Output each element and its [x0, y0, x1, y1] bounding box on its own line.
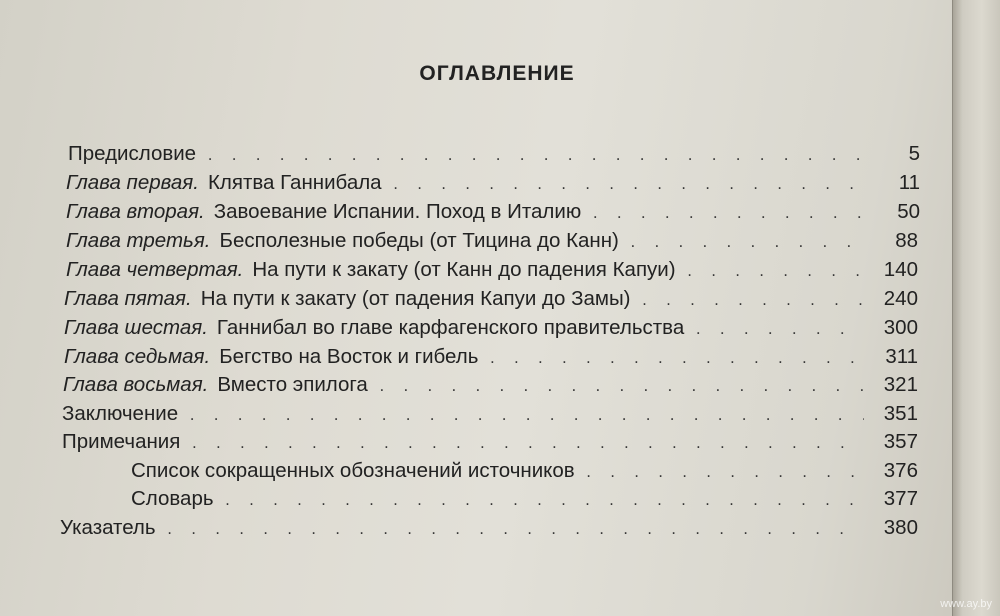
toc-entry-chapter-2 — [66, 200, 920, 228]
dot-leader — [631, 234, 864, 252]
entry-page: 351 — [883, 402, 918, 425]
toc-entry-preface — [68, 142, 920, 170]
entry-page: 300 — [883, 316, 918, 339]
watermark: www.ay.by — [940, 598, 992, 610]
entry-title: Ганнибал во главе карфагенского правительства — [216, 316, 685, 339]
dot-leader — [490, 350, 864, 368]
toc-entry-chapter-8 — [63, 373, 918, 401]
toc-title-text: ОГЛАВЛЕНИЕ — [419, 62, 575, 85]
chapter-number: Глава шестая. — [64, 316, 208, 339]
toc-entry-chapter-1 — [66, 171, 920, 199]
entry-page: 11 — [898, 171, 920, 194]
dot-leader — [208, 147, 866, 165]
entry-title: Предисловие — [68, 142, 197, 165]
toc-entry-abbreviations — [131, 459, 918, 487]
entry-title: Список сокращенных обозначений источников — [131, 459, 575, 482]
chapter-number: Глава седьмая. — [64, 345, 211, 368]
entry-page: 240 — [883, 287, 918, 310]
entry-title: Бегство на Восток и гибель — [219, 345, 479, 368]
dot-leader — [192, 435, 864, 453]
chapter-number: Глава третья. — [66, 229, 211, 252]
entry-title: Словарь — [131, 487, 214, 510]
entry-title: Указатель — [60, 516, 156, 539]
toc-entry-chapter-4 — [66, 258, 918, 286]
entry-title: Завоевание Испании. Поход в Италию — [213, 200, 582, 223]
entry-page: 140 — [883, 258, 918, 281]
toc-entry-glossary — [131, 487, 918, 515]
dot-leader — [226, 492, 864, 510]
dot-leader — [688, 263, 864, 281]
entry-title: Бесполезные победы (от Тицина до Канн) — [219, 229, 619, 252]
entry-title: На пути к закату (от Канн до падения Капуи) — [252, 258, 676, 281]
entry-page: 321 — [883, 373, 918, 396]
entry-page: 380 — [883, 516, 918, 539]
chapter-number: Глава первая. — [66, 171, 199, 194]
entry-page: 376 — [883, 459, 918, 482]
toc-entry-chapter-6 — [64, 316, 918, 344]
toc-entry-index — [60, 516, 918, 544]
entry-title: Заключение — [62, 402, 179, 425]
entry-page: 377 — [883, 487, 918, 510]
dot-leader — [190, 407, 864, 425]
dot-leader — [587, 464, 864, 482]
toc-entry-chapter-3 — [66, 229, 918, 257]
entry-title: Примечания — [62, 430, 181, 453]
toc-entry-notes — [62, 430, 918, 458]
dot-leader — [643, 292, 864, 310]
chapter-number: Глава пятая. — [64, 287, 192, 310]
entry-title: На пути к закату (от падения Капуи до Замы) — [200, 287, 631, 310]
toc-entry-chapter-5 — [64, 287, 918, 315]
chapter-number: Глава вторая. — [66, 200, 205, 223]
entry-page: 5 — [908, 142, 920, 165]
entry-title: Вместо эпилога — [217, 373, 368, 396]
dot-leader — [593, 205, 866, 223]
entry-page: 50 — [897, 200, 920, 223]
toc-entry-conclusion — [62, 402, 918, 430]
entry-page: 357 — [883, 430, 918, 453]
entry-page: 88 — [895, 229, 918, 252]
dot-leader — [168, 521, 864, 539]
chapter-number: Глава четвертая. — [66, 258, 244, 281]
chapter-number: Глава восьмая. — [63, 373, 209, 396]
dot-leader — [696, 321, 864, 339]
entry-page: 311 — [885, 345, 918, 368]
dot-leader — [380, 378, 864, 396]
toc-entry-chapter-7 — [64, 345, 918, 373]
entry-title: Клятва Ганнибала — [207, 171, 382, 194]
dot-leader — [394, 176, 866, 194]
